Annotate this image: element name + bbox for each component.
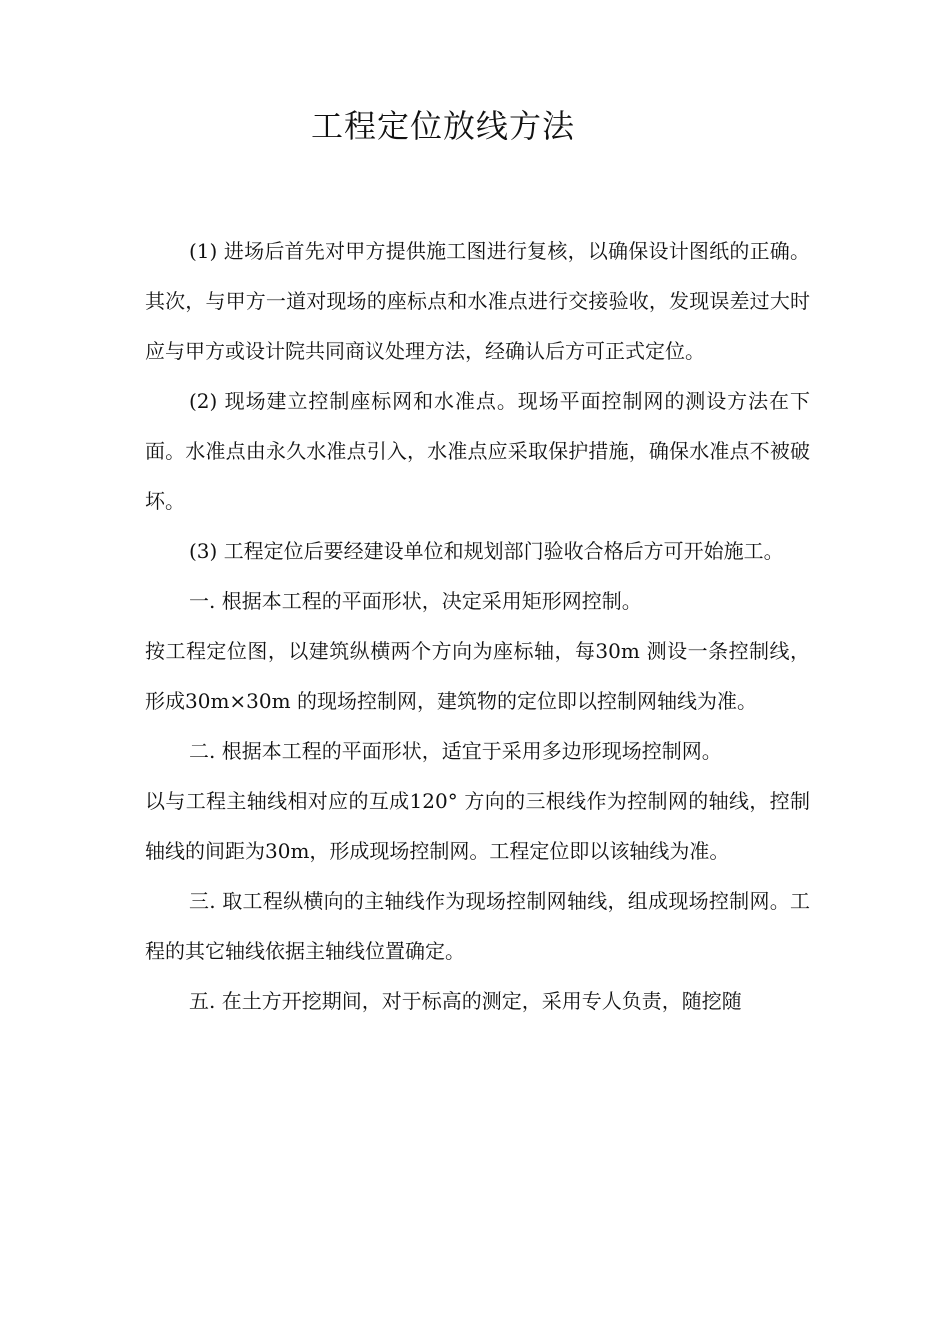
paragraph-4: 一. 根据本工程的平面形状，决定采用矩形网控制。 — [189, 589, 642, 613]
document-title: 工程定位放线方法 — [310, 107, 575, 145]
paragraph-8: 三. 取工程纵横向的主轴线作为现场控制网轴线，组成现场控制网。工程的其它轴线依据主轴线位置确定。 — [145, 889, 810, 963]
paragraph-6: 二. 根据本工程的平面形状，适宜于采用多边形现场控制网。 — [189, 739, 722, 763]
paragraph-3: (3) 工程定位后要经建设单位和规划部门验收合格后方可开始施工。 — [189, 539, 784, 563]
paragraph-5: 按工程定位图，以建筑纵横两个方向为座标轴，每30m 测设一条控制线，形成30m×30m 的现场控制网，建筑物的定位即以控制网轴线为准。 — [145, 639, 810, 713]
paragraph-2: (2) 现场建立控制座标网和水准点。现场平面控制网的测设方法在下面。水准点由永久水准点引入，水准点应采取保护措施，确保水准点不被破坏。 — [145, 389, 810, 513]
document-body — [145, 226, 810, 1026]
paragraph-9: 五. 在土方开挖期间，对于标高的测定，采用专人负责，随挖随 — [189, 989, 742, 1013]
paragraph-7: 以与工程主轴线相对应的互成120° 方向的三根线作为控制网的轴线，控制轴线的间距为30m，形成现场控制网。工程定位即以该轴线为准。 — [145, 789, 810, 863]
paragraph-1: (1) 进场后首先对甲方提供施工图进行复核，以确保设计图纸的正确。其次，与甲方一道对现场的座标点和水准点进行交接验收，发现误差过大时应与甲方或设计院共同商议处理方法，经确认后方可正式定位。 — [145, 239, 810, 363]
